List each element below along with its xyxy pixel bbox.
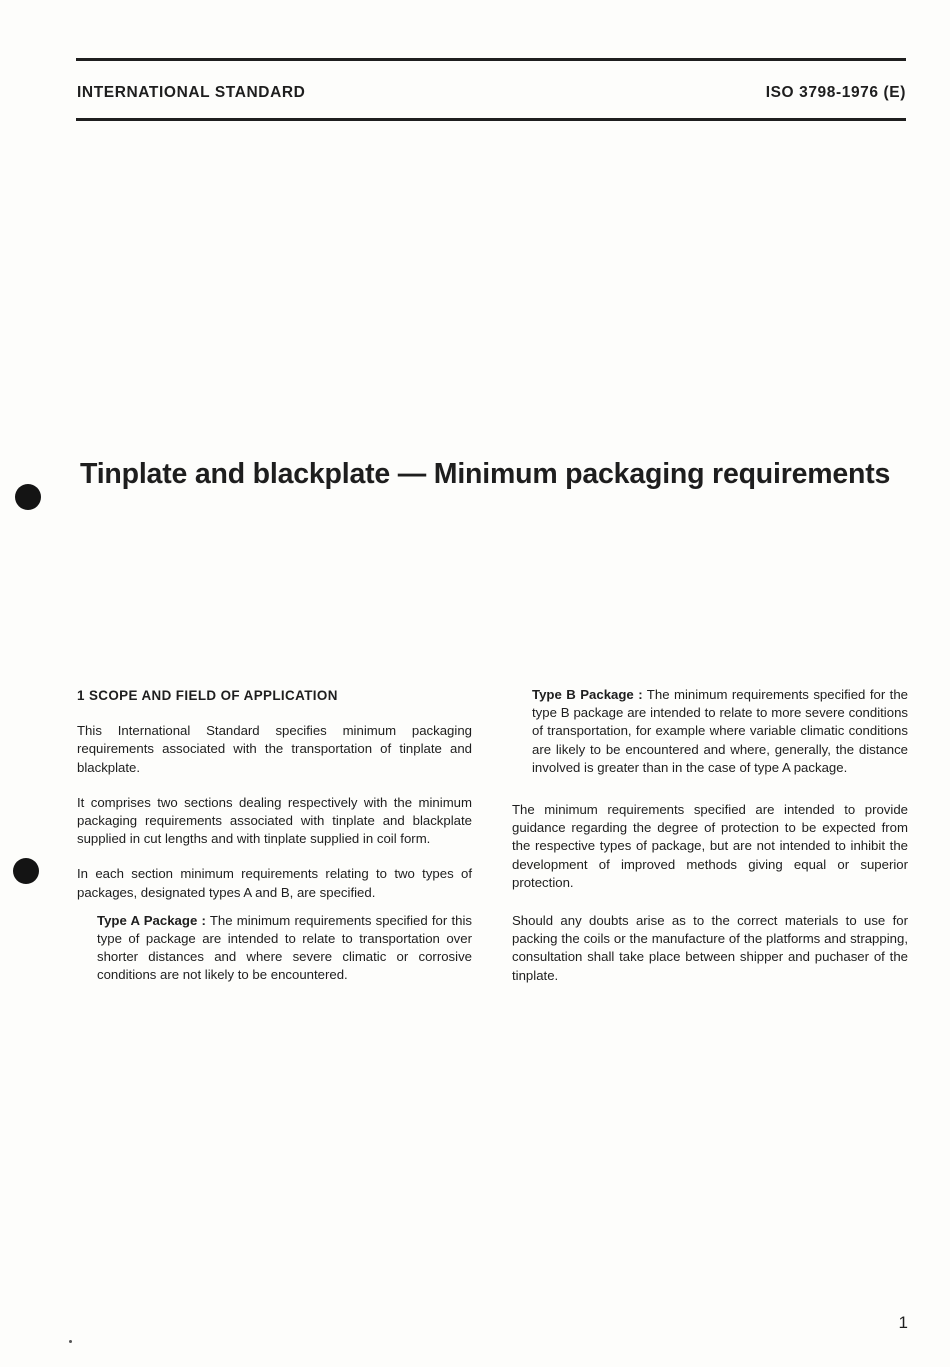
left-column xyxy=(77,687,472,1002)
type-a-definition xyxy=(77,912,472,985)
header-top-rule xyxy=(76,58,906,61)
right-column xyxy=(512,686,908,1002)
type-b-definition xyxy=(512,686,908,777)
paragraph: In each section minimum requirements relating to two types of packages, designated types A and B, are specified. xyxy=(77,866,472,900)
header-document-number: ISO 3798-1976 (E) xyxy=(765,84,906,101)
header-bottom-rule xyxy=(76,118,906,121)
header-standard-label: INTERNATIONAL STANDARD xyxy=(77,84,306,101)
type-a-text: The minimum requirements specified for this type of package are intended to relate to transportation over shorter distances and where severe climatic or corrosive conditions are not likely to be encountered. xyxy=(97,912,472,983)
type-a-term: Type A Package : xyxy=(97,912,206,928)
document-title: Tinplate and blackplate — Minimum packaging requirements xyxy=(80,458,891,490)
page-number: 1 xyxy=(898,1313,908,1332)
section-heading: 1 SCOPE AND FIELD OF APPLICATION xyxy=(77,688,338,703)
paragraph: It comprises two sections dealing respectively with the minimum packaging requirements associated with tinplate and blackplate supplied in cut lengths and with tinplate supplied in coil form. xyxy=(77,794,472,847)
binder-hole-mark xyxy=(15,484,41,510)
paragraph: This International Standard specifies minimum packaging requirements associated with the transportation of tinplate and blackplate. xyxy=(77,723,472,775)
type-b-text: The minimum requirements specified for the type B package are intended to relate to more severe conditions of transportation, for example where variable climatic conditions are likely to be encountered and where, generally, the distance involved is greater than in the case of type A package. xyxy=(532,687,908,775)
type-b-term: Type B Package : xyxy=(532,687,643,702)
scan-speck xyxy=(69,1340,72,1343)
paragraph: Should any doubts arise as to the correct materials to use for packing the coils or the manufacture of the platforms and strapping, consultation shall take place between shipper and puchaser of the tinplate. xyxy=(512,913,908,983)
binder-hole-mark xyxy=(13,858,39,884)
paragraph: The minimum requirements specified are intended to provide guidance regarding the degree of protection to be expected from the respective types of package, but are not intended to inhibit the development of improved methods giving equal or superior protection. xyxy=(512,802,908,890)
